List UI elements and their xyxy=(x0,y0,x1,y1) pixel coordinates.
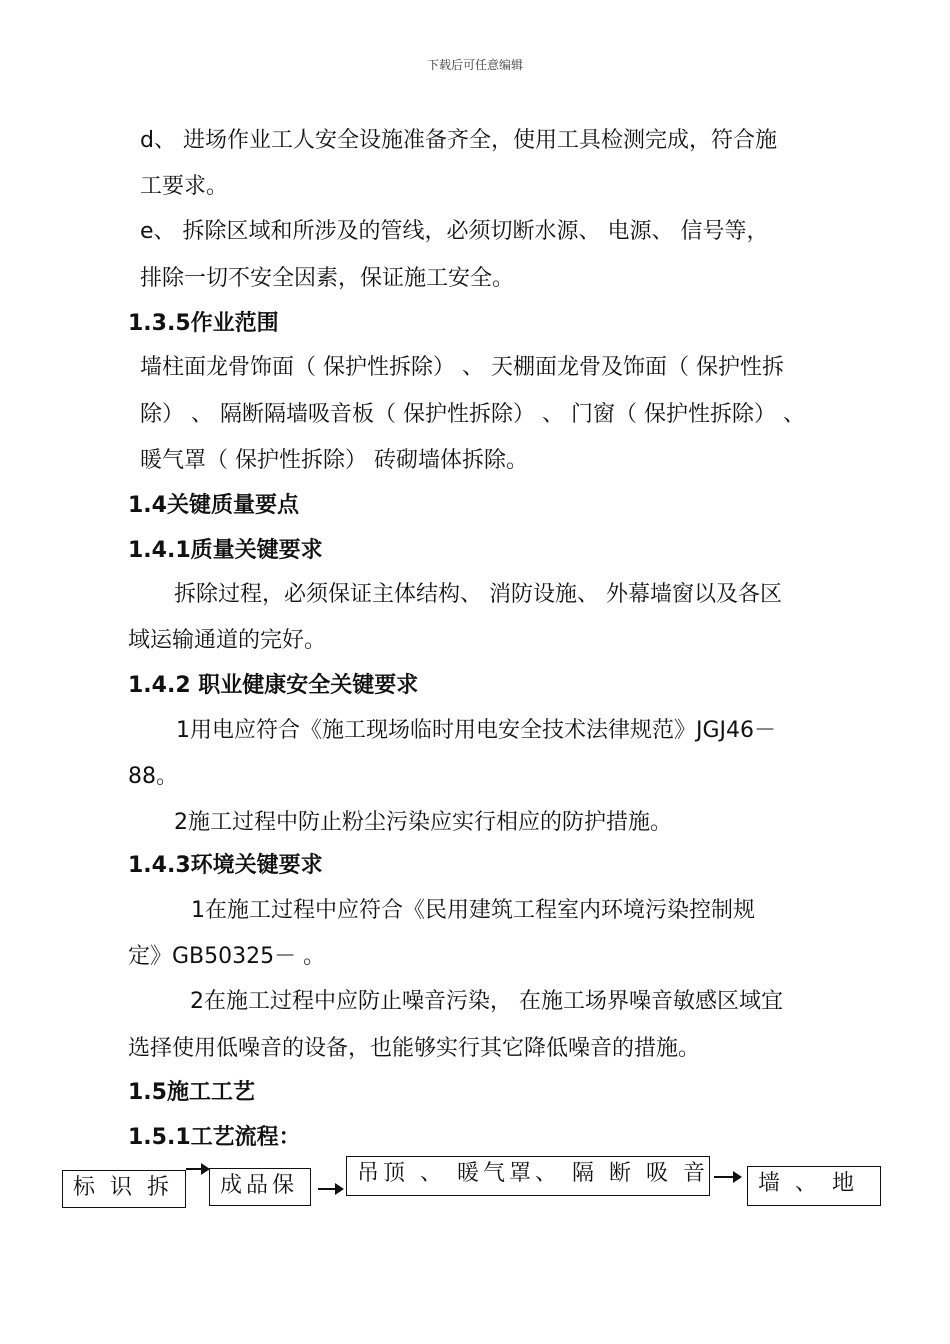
heading-1-5-1: 1.5.1工艺流程： xyxy=(128,1125,301,1150)
heading-1-4-1: 1.4.1质量关键要求 xyxy=(128,538,323,563)
scope-line1: 墙柱面龙骨饰面（ 保护性拆除） 、 天棚面龙骨及饰面（ 保护性拆 xyxy=(140,355,784,380)
page-header: 下载后可任意编辑 xyxy=(426,58,523,72)
flow-arrow-2 xyxy=(318,1188,342,1190)
env-2-line2: 选择使用低噪音的设备，也能够实行其它降低噪音的措施。 xyxy=(128,1036,701,1061)
scope-line2: 除） 、 隔断隔墙吸音板（ 保护性拆除） 、 门窗（ 保护性拆除） 、 xyxy=(140,402,805,427)
heading-1-4: 1.4关键质量要点 xyxy=(128,493,299,518)
quality-line2: 域运输通道的完好。 xyxy=(128,628,327,653)
safety-2-line1: 2施工过程中防止粉尘污染应实行相应的防护措施。 xyxy=(174,810,672,835)
heading-1-4-2: 1.4.2 职业健康安全关键要求 xyxy=(128,673,419,698)
item-d-line1: d、 进场作业工人安全设施准备齐全，使用工具检测完成，符合施 xyxy=(140,128,777,153)
quality-line1: 拆除过程，必须保证主体结构、 消防设施、 外幕墙窗以及各区 xyxy=(174,582,782,607)
process-flowchart xyxy=(0,1150,950,1220)
heading-1-3-5: 1.3.5作业范围 xyxy=(128,311,279,336)
heading-1-4-3: 1.4.3环境关键要求 xyxy=(128,853,323,878)
heading-1-5: 1.5施工工艺 xyxy=(128,1080,255,1105)
item-e-line1: e、 拆除区域和所涉及的管线，必须切断水源、 电源、 信号等， xyxy=(140,219,769,244)
env-2-line1: 2在施工过程中应防止噪音污染， 在施工场界噪音敏感区域宜 xyxy=(190,989,783,1014)
item-e-line2: 排除一切不安全因素，保证施工安全。 xyxy=(140,266,515,291)
env-1-line1: 1在施工过程中应符合《民用建筑工程室内环境污染控制规 xyxy=(191,898,755,923)
safety-1-line2: 88。 xyxy=(128,764,178,789)
item-d-line2: 工要求。 xyxy=(140,174,229,199)
safety-1-line1: 1用电应符合《施工现场临时用电安全技术法律规范》JGJ46－ xyxy=(176,718,777,743)
flow-box-wall-floor: 墙 、 地 xyxy=(747,1166,881,1206)
flow-box-marking: 标 识 拆 xyxy=(62,1170,186,1208)
env-1-line2: 定》GB50325－ 。 xyxy=(128,944,326,969)
flow-box-ceiling-partition: 吊顶 、 暖气罩、 隔 断 吸 音 xyxy=(346,1156,710,1196)
flow-arrow-3 xyxy=(714,1176,740,1178)
flow-arrow-1 xyxy=(186,1168,208,1170)
scope-line3: 暖气罩（ 保护性拆除） 砖砌墙体拆除。 xyxy=(140,448,528,473)
flow-box-protection: 成品保 xyxy=(209,1168,311,1206)
